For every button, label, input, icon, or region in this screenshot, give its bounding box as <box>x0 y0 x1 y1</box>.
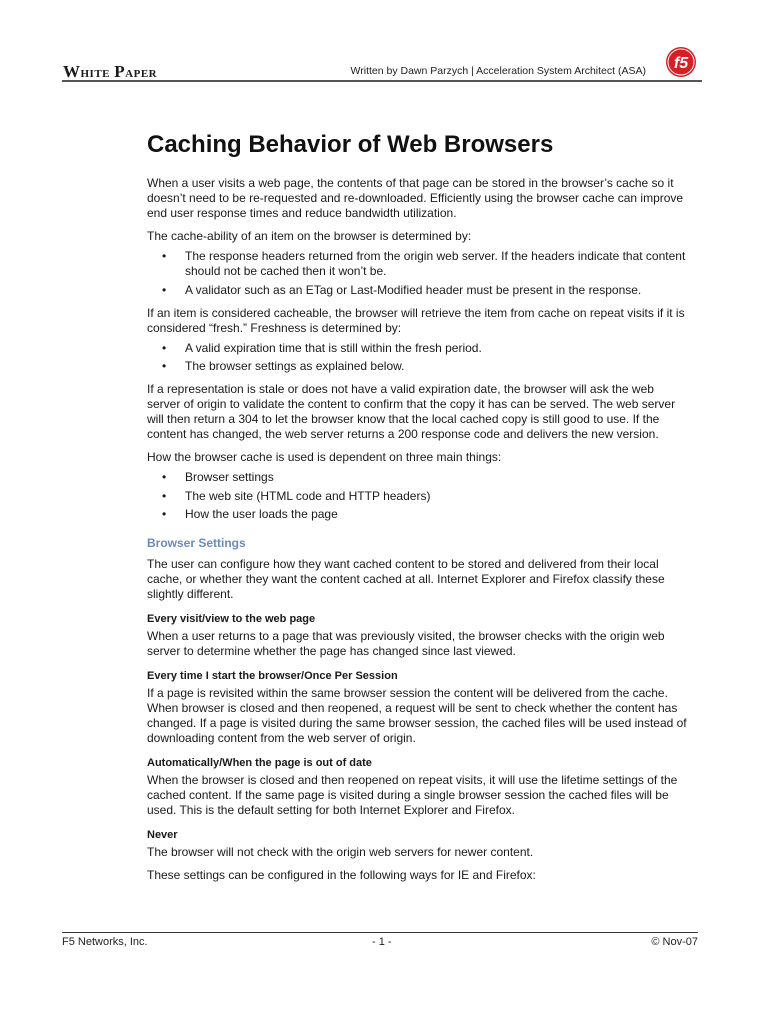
bullet-list <box>147 341 689 375</box>
footer-company: F5 Networks, Inc. <box>62 936 148 948</box>
paragraph: The cache-ability of an item on the browser is determined by: <box>147 229 472 243</box>
section-heading: Browser Settings <box>147 536 246 550</box>
subheading: Every visit/view to the web page <box>147 613 316 625</box>
list-item: • Browser settings <box>147 470 689 485</box>
header-divider <box>62 80 702 82</box>
page-number: - 1 - <box>372 936 392 948</box>
bullet-list <box>147 249 689 298</box>
subheading: Never <box>147 829 178 841</box>
label-initial: W <box>63 62 81 81</box>
paragraph: The user can configure how they want cached content to be stored and delivered from their local cache, or whether they want the content cached at all. Internet Explorer and Firefox classify these slightly different. <box>147 557 665 601</box>
logo-text: f5 <box>673 55 689 72</box>
list-item: • The web site (HTML code and HTTP headers) <box>147 489 689 504</box>
document-body <box>147 130 689 891</box>
paragraph: When the browser is closed and then reopened on repeat visits, it will use the lifetime settings of the cached content. If the same page is visited during a single browser session the cached files will be used. This is the default setting for both Internet Explorer and Firefox. <box>147 773 678 817</box>
paragraph: How the browser cache is used is dependent on three main things: <box>147 450 502 464</box>
document-type-label <box>63 62 157 82</box>
paragraph: If an item is considered cacheable, the browser will retrieve the item from cache on repeat visits if it is considered “fresh.” Freshness is determined by: <box>147 305 685 335</box>
bullet-list <box>147 470 689 522</box>
list-item: • A valid expiration time that is still within the fresh period. <box>147 341 689 356</box>
paragraph: The browser will not check with the origin web servers for newer content. <box>147 845 534 859</box>
paragraph: If a representation is stale or does not have a valid expiration date, the browser will ask the web server of origin to validate the content to confirm that the copy it has can be served. The web server will then return a 304 to let the browser know that the local cached copy is still good to use. If the content has changed, the web server returns a 200 response code and delivers the new version. <box>147 382 676 441</box>
footer-date: © Nov-07 <box>651 936 698 948</box>
footer-divider <box>62 932 698 933</box>
f5-logo-icon <box>665 46 697 78</box>
paragraph: When a user returns to a page that was previously visited, the browser checks with the origin web server to determine whether the page has changed since last viewed. <box>147 629 665 658</box>
author-line: Written by Dawn Parzych | Acceleration System Architect (ASA) <box>350 65 646 77</box>
label-word: hite <box>80 65 115 81</box>
subheading: Every time I start the browser/Once Per Session <box>147 670 398 682</box>
paragraph: When a user visits a web page, the contents of that page can be stored in the browser’s cache so it doesn’t need to be re-requested and re-downloaded. Efficiently using the browser cache can improve end user response times and reduce bandwidth utilization. <box>147 176 684 220</box>
label-word: aper <box>125 65 158 81</box>
list-item: • The browser settings as explained below. <box>147 359 689 374</box>
paragraph: If a page is revisited within the same browser session the content will be delivered from the cache. When browser is closed and then reopened, a request will be sent to check whether the content has changed. If a page is visited during the same browser session, the cached files will be used instead of downloading content from the web server of origin. <box>147 686 687 745</box>
document-title: Caching Behavior of Web Browsers <box>147 131 554 158</box>
paragraph: These settings can be configured in the following ways for IE and Firefox: <box>147 868 536 882</box>
list-item: • The response headers returned from the origin web server. If the headers indicate that content should not be cached then it won’t be. <box>147 249 689 279</box>
subheading: Automatically/When the page is out of date <box>147 757 372 769</box>
list-item: • A validator such as an ETag or Last-Modified header must be present in the response. <box>147 283 689 298</box>
label-initial: P <box>114 62 126 81</box>
list-item: • How the user loads the page <box>147 507 689 522</box>
